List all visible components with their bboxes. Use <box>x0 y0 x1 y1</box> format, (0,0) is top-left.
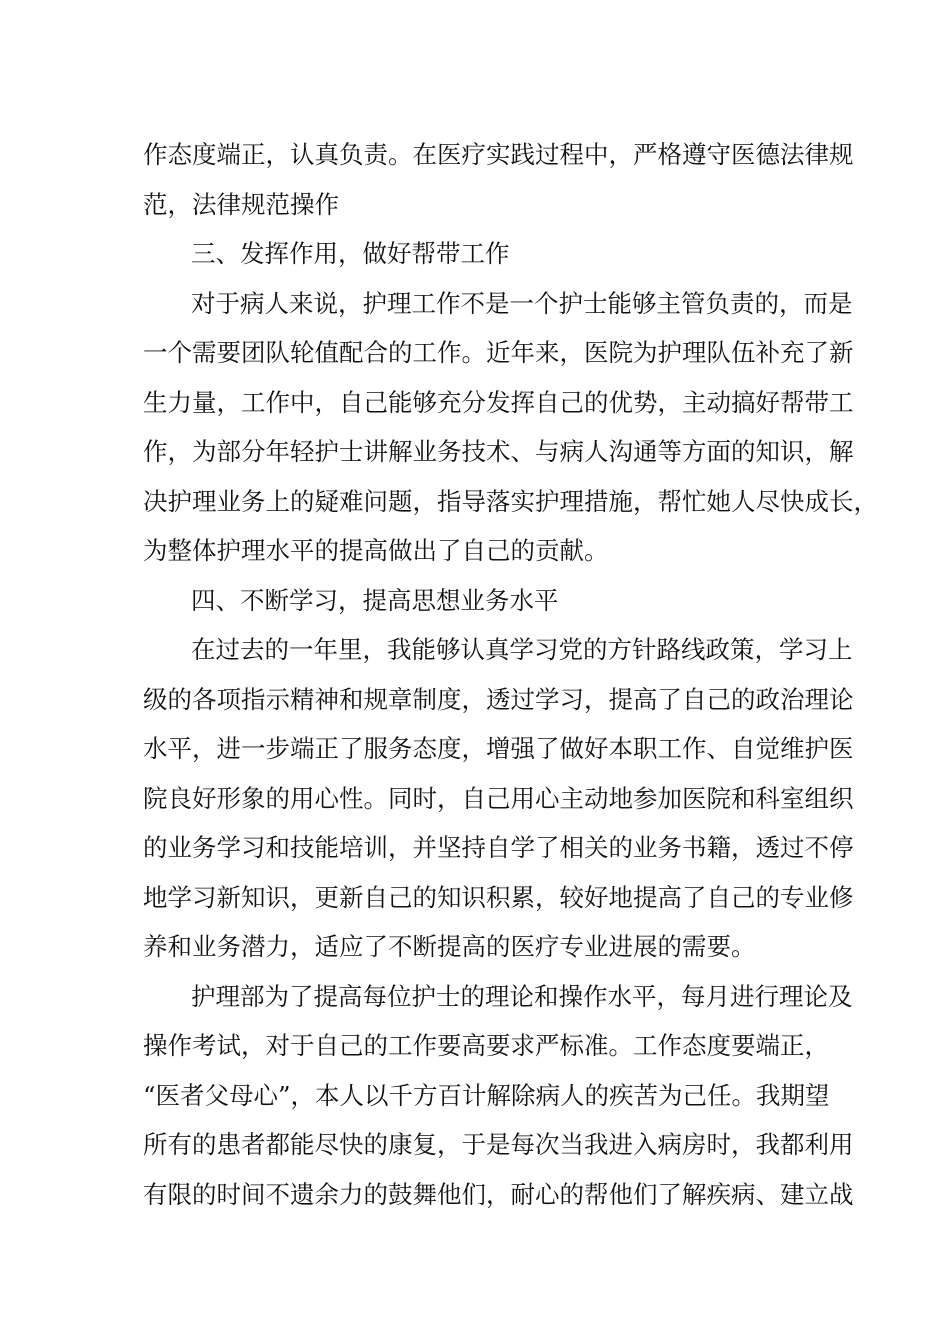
text-line: 为整体护理水平的提高做出了自己的贡献。 <box>143 536 609 565</box>
text-line: 有限的时间不遗余力的鼓舞他们，耐心的帮他们了解疾病、建立战 <box>143 1179 854 1209</box>
document-body <box>143 130 878 1219</box>
section-heading: 三、发挥作用，做好帮带工作 <box>191 239 510 268</box>
text-line: 的业务学习和技能培训，并坚持自学了相关的业务书籍，透过不停 <box>143 833 854 862</box>
text-line: 级的各项指示精神和规章制度，透过学习，提高了自己的政治理论 <box>143 684 854 714</box>
section-heading: 四、不断学习，提高思想业务水平 <box>191 585 559 615</box>
text-line: 地学习新知识，更新自己的知识积累，较好地提高了自己的专业修 <box>143 882 854 912</box>
text-line: 操作考试，对于自己的工作要高要求严标准。工作态度要端正， <box>143 1031 829 1060</box>
text-line: 所有的患者都能尽快的康复，于是每次当我进入病房时，我都利用 <box>143 1130 854 1159</box>
text-line: 护理部为了提高每位护士的理论和操作水平，每月进行理论及 <box>191 981 853 1011</box>
text-line: 生力量，工作中，自己能够充分发挥自己的优势，主动搞好帮带工 <box>143 387 854 417</box>
text-line: 养和业务潜力，适应了不断提高的医疗专业进展的需要。 <box>143 932 756 961</box>
text-line: 对于病人来说，护理工作不是一个护士能够主管负责的，而是 <box>191 288 853 318</box>
text-line: 院良好形象的用心性。同时，自己用心主动地参加医院和科室组织 <box>143 783 854 813</box>
text-line: “医者父母心”，本人以千方百计解除病人的疾苦为己任。我期望 <box>143 1080 830 1110</box>
text-line: 决护理业务上的疑难问题，指导落实护理措施，帮忙她人尽快成长， <box>143 486 878 516</box>
text-line: 作态度端正，认真负责。在医疗实践过程中，严格遵守医德法律规 <box>143 140 854 169</box>
text-line: 水平，进一步端正了服务态度，增强了做好本职工作、自觉维护医 <box>143 734 854 763</box>
text-line: 在过去的一年里，我能够认真学习党的方针路线政策，学习上 <box>191 635 853 664</box>
text-line: 作，为部分年轻护士讲解业务技术、与病人沟通等方面的知识，解 <box>143 437 854 466</box>
text-line: 范，法律规范操作 <box>143 189 339 219</box>
text-line: 一个需要团队轮值配合的工作。近年来，医院为护理队伍补充了新 <box>143 338 854 367</box>
